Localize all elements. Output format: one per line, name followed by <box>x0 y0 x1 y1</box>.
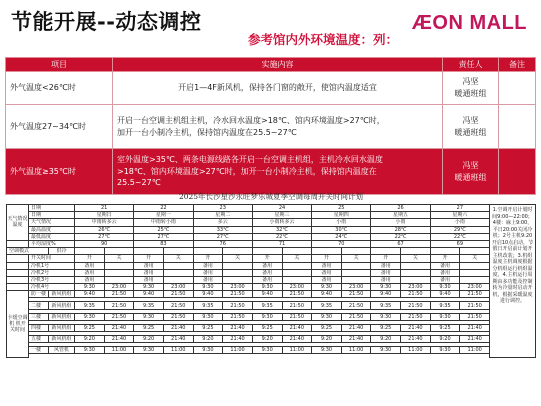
time-cell: 9:40 <box>430 291 460 298</box>
time-cell: 9:30 <box>193 313 223 320</box>
time-cell: 9:35 <box>134 302 164 309</box>
time-cell: 21:50 <box>163 291 193 298</box>
time-cell: 9:20 <box>134 336 164 343</box>
time-cell: 23:00 <box>341 284 371 291</box>
time-cell: 9:30 <box>371 284 401 291</box>
time-cell: 23:00 <box>401 284 431 291</box>
side-label: 天气情况温度 <box>7 205 29 241</box>
aeon-mall-logo: ÆON MALL <box>411 12 527 34</box>
time-cell: 21:40 <box>223 336 253 343</box>
blank-cell <box>7 240 29 247</box>
spare-cell: 备用 <box>430 276 460 283</box>
low-temp-row <box>7 233 536 240</box>
spare-cell: 备用 <box>430 269 460 276</box>
spare-cell <box>163 269 193 276</box>
spare-cell <box>282 269 312 276</box>
day-cell: 小雨 <box>312 219 371 226</box>
row-label: 冷机1号 <box>29 262 75 269</box>
spare-cell <box>104 262 134 269</box>
time-cell: 9:35 <box>430 302 460 309</box>
day-cell: 小雨 <box>430 219 489 226</box>
time-cell: 9:30 <box>430 313 460 320</box>
chiller-row <box>7 276 536 283</box>
switch-cell: 开 <box>312 255 342 262</box>
time-cell: 9:25 <box>252 324 282 331</box>
check-cell <box>223 248 253 255</box>
row-label: 空调模式 <box>7 248 49 255</box>
blank-cell <box>7 284 29 291</box>
blank-cell <box>7 269 29 276</box>
col-item: 项目 <box>6 58 113 72</box>
time-cell: 21:40 <box>341 336 371 343</box>
spare-cell: 备用 <box>134 262 164 269</box>
day-cell: 70 <box>312 240 371 247</box>
date-row <box>7 205 536 212</box>
spare-cell: 备用 <box>252 269 282 276</box>
time-cell: 11:00 <box>460 347 490 354</box>
time-cell: 9:30 <box>430 284 460 291</box>
day-cell: 24℃ <box>312 233 371 240</box>
row-label: 天气情况 <box>29 219 75 226</box>
owner-cell: 冯坚 暖通班组 <box>443 105 499 149</box>
measure-row <box>6 72 536 105</box>
spare-cell: 备用 <box>430 262 460 269</box>
time-cell: 9:30 <box>371 347 401 354</box>
check-cell <box>252 248 282 255</box>
switch-cell: 关 <box>223 255 253 262</box>
time-cell: 11:00 <box>401 347 431 354</box>
day-cell: 30℃ <box>312 226 371 233</box>
spare-cell: 备用 <box>252 262 282 269</box>
time-cell: 9:30 <box>134 347 164 354</box>
time-cell: 9:30 <box>134 313 164 320</box>
floor-label: 二楼 <box>29 302 49 309</box>
day-cell: 23 <box>193 205 252 212</box>
measure-row-highlight <box>6 149 536 195</box>
day-cell: 22℃ <box>252 233 311 240</box>
time-cell: 9:35 <box>252 302 282 309</box>
day-cell: 71 <box>252 240 311 247</box>
time-cell: 9:25 <box>193 324 223 331</box>
high-temp-row <box>7 226 536 233</box>
chiller-row <box>7 269 536 276</box>
time-cell: 9:20 <box>75 336 105 343</box>
spare-cell: 备用 <box>134 276 164 283</box>
floor-label: 四楼 <box>29 324 49 331</box>
time-cell: 9:40 <box>252 291 282 298</box>
time-cell: 11:00 <box>223 347 253 354</box>
time-cell: 9:30 <box>312 347 342 354</box>
time-cell: 9:30 <box>252 347 282 354</box>
check-cell <box>430 248 460 255</box>
time-cell: 21:50 <box>223 302 253 309</box>
floor-row <box>7 324 536 331</box>
time-cell: 21:50 <box>460 291 490 298</box>
time-cell: 21:40 <box>104 324 134 331</box>
spare-cell: 备用 <box>312 276 342 283</box>
switch-cell: 开 <box>193 255 223 262</box>
blank-cell <box>7 276 29 283</box>
time-cell: 11:00 <box>282 347 312 354</box>
floor-label: 防一楼 <box>29 291 49 298</box>
check-cell <box>401 248 431 255</box>
time-cell: 21:40 <box>401 324 431 331</box>
schedule-note: 1.空调开启计划时间9:00—22:00；4楼：麻上9:00，平日20:00关闭冷机；2号主机9:20开启10点启动，节假日开启前计划开主机改装；3.机组温度主机调度根据分机组运行机组温度，4.主机运行周期由多功能及控制转为冷量时启动开机，根据采暖温度进行调控。 <box>490 205 536 358</box>
floor-label: 一楼 <box>29 347 49 354</box>
time-cell: 9:25 <box>430 324 460 331</box>
spare-cell: 备用 <box>252 276 282 283</box>
time-cell: 23:00 <box>282 284 312 291</box>
condition-cell: 外气温度<26℃时 <box>6 72 113 105</box>
time-cell: 21:40 <box>282 336 312 343</box>
time-cell: 11:00 <box>341 347 371 354</box>
check-cell <box>134 248 164 255</box>
time-cell: 9:20 <box>193 336 223 343</box>
floor-label: 三楼 <box>29 313 49 320</box>
day-cell: 多云 <box>193 219 252 226</box>
switch-cell: 开 <box>430 255 460 262</box>
col-content: 实施内容 <box>113 58 443 72</box>
time-cell: 21:40 <box>163 324 193 331</box>
row-label: 平均湿度% <box>29 240 75 247</box>
switch-cell: 开 <box>75 255 105 262</box>
condition-cell: 外气温度27~34℃时 <box>6 105 113 149</box>
day-cell: 29℃ <box>430 226 489 233</box>
switch-cell: 关 <box>282 255 312 262</box>
switch-cell: 关 <box>104 255 134 262</box>
switch-cell: 开 <box>252 255 282 262</box>
check-cell <box>312 248 342 255</box>
time-cell: 21:50 <box>401 313 431 320</box>
check-cell <box>104 248 134 255</box>
day-cell: 星期六 <box>430 212 489 219</box>
time-cell: 21:50 <box>223 313 253 320</box>
check-cell <box>460 248 490 255</box>
col-owner: 责任人 <box>443 58 499 72</box>
time-cell: 11:00 <box>163 347 193 354</box>
day-cell: 33℃ <box>193 226 252 233</box>
day-cell: 小雨 <box>371 219 430 226</box>
time-cell: 21:50 <box>401 302 431 309</box>
check-cell <box>193 248 223 255</box>
day-cell: 22℃ <box>371 233 430 240</box>
day-cell: 星期四 <box>312 212 371 219</box>
spare-cell <box>401 262 431 269</box>
unit-type: 新风机组 <box>49 291 75 298</box>
time-cell: 21:40 <box>282 324 312 331</box>
col-note: 备注 <box>499 58 536 72</box>
spare-cell <box>282 262 312 269</box>
time-cell: 9:30 <box>193 347 223 354</box>
spare-cell <box>460 276 490 283</box>
spare-cell: 备用 <box>134 269 164 276</box>
spare-cell <box>401 276 431 283</box>
spare-cell <box>163 276 193 283</box>
group-label: 卡缓空调机 机开关时间 <box>7 291 29 358</box>
page-title: 节能开展--动态调控 <box>11 10 202 34</box>
time-cell: 9:20 <box>371 336 401 343</box>
spare-cell: 备用 <box>75 262 105 269</box>
day-cell: 69 <box>430 240 489 247</box>
switch-cell: 关 <box>401 255 431 262</box>
chiller-row <box>7 284 536 291</box>
time-cell: 21:50 <box>104 313 134 320</box>
spare-cell <box>223 276 253 283</box>
spare-cell: 备用 <box>75 269 105 276</box>
time-cell: 9:30 <box>134 284 164 291</box>
switch-cell: 关 <box>460 255 490 262</box>
row-label: 冷机4号 <box>29 284 75 291</box>
spare-cell: 备用 <box>371 276 401 283</box>
time-cell: 9:35 <box>193 302 223 309</box>
unit-type: 新风机组 <box>49 313 75 320</box>
day-cell: 星期日 <box>75 212 134 219</box>
day-cell: 星期一 <box>134 212 193 219</box>
time-cell: 21:40 <box>223 324 253 331</box>
time-cell: 9:25 <box>371 324 401 331</box>
content-cell: 室外温度>35℃、两条电源线路各开启一台空调主机组，主机冷水回水温度 >18℃、馆内环境温度>27℃时，加开一台小制冷主机，保持馆内温度在 25.5~27℃ <box>113 149 443 195</box>
time-cell: 9:30 <box>75 347 105 354</box>
unit-type: 风管机 <box>49 347 75 354</box>
time-cell: 21:40 <box>401 336 431 343</box>
switch-cell: 开 <box>371 255 401 262</box>
day-cell: 27℃ <box>75 233 134 240</box>
spare-cell: 备用 <box>312 269 342 276</box>
time-cell: 21:50 <box>104 291 134 298</box>
time-cell: 9:30 <box>252 284 282 291</box>
time-cell: 9:30 <box>193 284 223 291</box>
day-cell: 32℃ <box>252 226 311 233</box>
day-cell: 28℃ <box>371 226 430 233</box>
day-cell: 26 <box>371 205 430 212</box>
time-cell: 23:00 <box>104 284 134 291</box>
spare-cell: 备用 <box>193 262 223 269</box>
spare-cell <box>223 269 253 276</box>
time-cell: 21:50 <box>341 313 371 320</box>
time-cell: 21:40 <box>163 336 193 343</box>
spare-cell <box>460 262 490 269</box>
spare-cell <box>341 262 371 269</box>
spare-cell <box>460 269 490 276</box>
schedule-grid <box>6 204 536 358</box>
day-cell: 中雨转小雨 <box>134 219 193 226</box>
day-cell: 21 <box>75 205 134 212</box>
day-cell: 22 <box>134 205 193 212</box>
day-cell: 26℃ <box>75 226 134 233</box>
content-cell: 开启一台空调主机组主机，冷水回水温度>18℃、馆内环境温度>27℃时， 加开一台小制冷主机，保持馆内温度在25.5~27℃ <box>113 105 443 149</box>
check-cell <box>163 248 193 255</box>
spare-cell: 备用 <box>75 276 105 283</box>
time-cell: 9:25 <box>134 324 164 331</box>
time-cell: 9:20 <box>252 336 282 343</box>
spare-cell <box>223 262 253 269</box>
time-cell: 21:50 <box>223 291 253 298</box>
blank-cell <box>7 255 29 262</box>
measure-table <box>5 57 536 195</box>
day-cell: 22℃ <box>430 233 489 240</box>
weather-row <box>7 219 536 226</box>
day-cell: 小雨转多云 <box>252 219 311 226</box>
time-cell: 21:50 <box>104 302 134 309</box>
owner-cell: 冯坚 暖通班组 <box>443 72 499 105</box>
time-cell: 21:50 <box>341 291 371 298</box>
weekday-row <box>7 212 536 219</box>
note-cell <box>499 149 536 195</box>
row-label: 冷机3号 <box>29 276 75 283</box>
time-cell: 9:30 <box>430 347 460 354</box>
time-cell: 21:50 <box>282 313 312 320</box>
time-cell: 9:25 <box>75 324 105 331</box>
floor-row <box>7 336 536 343</box>
time-cell: 9:30 <box>75 313 105 320</box>
time-cell: 9:30 <box>252 313 282 320</box>
note-cell <box>499 72 536 105</box>
spare-cell: 备用 <box>371 269 401 276</box>
chiller-row <box>7 262 536 269</box>
floor-row <box>7 347 536 354</box>
time-cell: 23:00 <box>163 284 193 291</box>
blank-cell <box>7 262 29 269</box>
time-cell: 9:25 <box>312 324 342 331</box>
day-cell: 27℃ <box>134 233 193 240</box>
row-label: 最高温度 <box>29 226 75 233</box>
time-cell: 9:40 <box>193 291 223 298</box>
time-cell: 23:00 <box>223 284 253 291</box>
spare-cell <box>163 262 193 269</box>
floor-row <box>7 291 536 298</box>
switch-cell: 开 <box>134 255 164 262</box>
spare-cell: 备用 <box>371 262 401 269</box>
switch-cell: 关 <box>341 255 371 262</box>
day-cell: 27℃ <box>193 233 252 240</box>
schedule-title: 2025年长沙星沙永旺梦乐城夏季空调每周开关时间计划 <box>178 192 364 201</box>
unit-type: 新风机组 <box>49 324 75 331</box>
time-cell: 9:30 <box>371 313 401 320</box>
spare-cell: 备用 <box>193 269 223 276</box>
time-cell: 9:35 <box>75 302 105 309</box>
gap-row <box>7 354 536 358</box>
time-cell: 21:40 <box>341 324 371 331</box>
day-cell: 90 <box>75 240 134 247</box>
note-cell <box>499 105 536 149</box>
time-cell: 21:40 <box>460 336 490 343</box>
time-cell: 21:50 <box>163 302 193 309</box>
spare-cell <box>341 276 371 283</box>
page-subtitle: 参考馆内外环境温度：列： <box>248 32 399 47</box>
time-cell: 9:40 <box>312 291 342 298</box>
day-cell: 67 <box>371 240 430 247</box>
time-cell: 9:40 <box>134 291 164 298</box>
switch-header-row <box>7 255 536 262</box>
time-cell: 9:35 <box>371 302 401 309</box>
spare-cell <box>401 269 431 276</box>
time-cell: 21:50 <box>460 313 490 320</box>
time-cell: 21:50 <box>163 313 193 320</box>
time-cell: 21:50 <box>401 291 431 298</box>
floor-row <box>7 313 536 320</box>
mode-row <box>7 248 536 255</box>
content-cell: 开启1—4F新风机，保持各门窗的敞开，使馆内温度适宜 <box>113 72 443 105</box>
schedule-sheet <box>6 190 536 402</box>
spare-cell <box>282 276 312 283</box>
time-cell: 21:40 <box>460 324 490 331</box>
measure-table-header <box>6 58 536 72</box>
gap-cell <box>29 354 490 358</box>
time-cell: 21:50 <box>282 291 312 298</box>
day-cell: 中雨转多云 <box>75 219 134 226</box>
measure-row <box>6 105 536 149</box>
spare-cell: 备用 <box>193 276 223 283</box>
switch-cell: 关 <box>163 255 193 262</box>
check-cell <box>282 248 312 255</box>
time-cell: 9:20 <box>430 336 460 343</box>
humidity-row <box>7 240 536 247</box>
day-cell: 76 <box>193 240 252 247</box>
check-cell <box>75 248 105 255</box>
day-cell: 星期二 <box>193 212 252 219</box>
row-label: 日期 <box>29 205 75 212</box>
spare-cell: 备用 <box>312 262 342 269</box>
day-cell: 27 <box>430 205 489 212</box>
row-label: 开关时间 <box>29 255 75 262</box>
day-cell: 星期三 <box>252 212 311 219</box>
day-cell: 星期五 <box>371 212 430 219</box>
spare-cell <box>341 269 371 276</box>
time-cell: 21:50 <box>282 302 312 309</box>
floor-row <box>7 302 536 309</box>
check-cell <box>371 248 401 255</box>
time-cell: 9:40 <box>371 291 401 298</box>
day-cell: 25℃ <box>134 226 193 233</box>
check-cell <box>341 248 371 255</box>
time-cell: 23:00 <box>460 284 490 291</box>
time-cell: 9:30 <box>312 284 342 291</box>
unit-type: 新风机组 <box>49 336 75 343</box>
spare-cell <box>104 276 134 283</box>
time-cell: 9:30 <box>312 313 342 320</box>
time-cell: 9:35 <box>312 302 342 309</box>
row-label: 日期 <box>29 212 75 219</box>
time-cell: 11:00 <box>104 347 134 354</box>
unit-type: 新风机组 <box>49 302 75 309</box>
time-cell: 9:40 <box>75 291 105 298</box>
time-cell: 9:30 <box>75 284 105 291</box>
row-label: 供冷 <box>49 248 75 255</box>
time-cell: 21:50 <box>460 302 490 309</box>
row-label: 最低温度 <box>29 233 75 240</box>
day-cell: 25 <box>312 205 371 212</box>
day-cell: 24 <box>252 205 311 212</box>
row-label: 冷机2号 <box>29 269 75 276</box>
time-cell: 21:50 <box>341 302 371 309</box>
spare-cell <box>104 269 134 276</box>
time-cell: 21:40 <box>104 336 134 343</box>
floor-label: 五楼 <box>29 336 49 343</box>
owner-cell: 冯坚 暖通班组 <box>443 149 499 195</box>
time-cell: 9:20 <box>312 336 342 343</box>
condition-cell: 外气温度≥35℃时 <box>6 149 113 195</box>
day-cell: 83 <box>134 240 193 247</box>
